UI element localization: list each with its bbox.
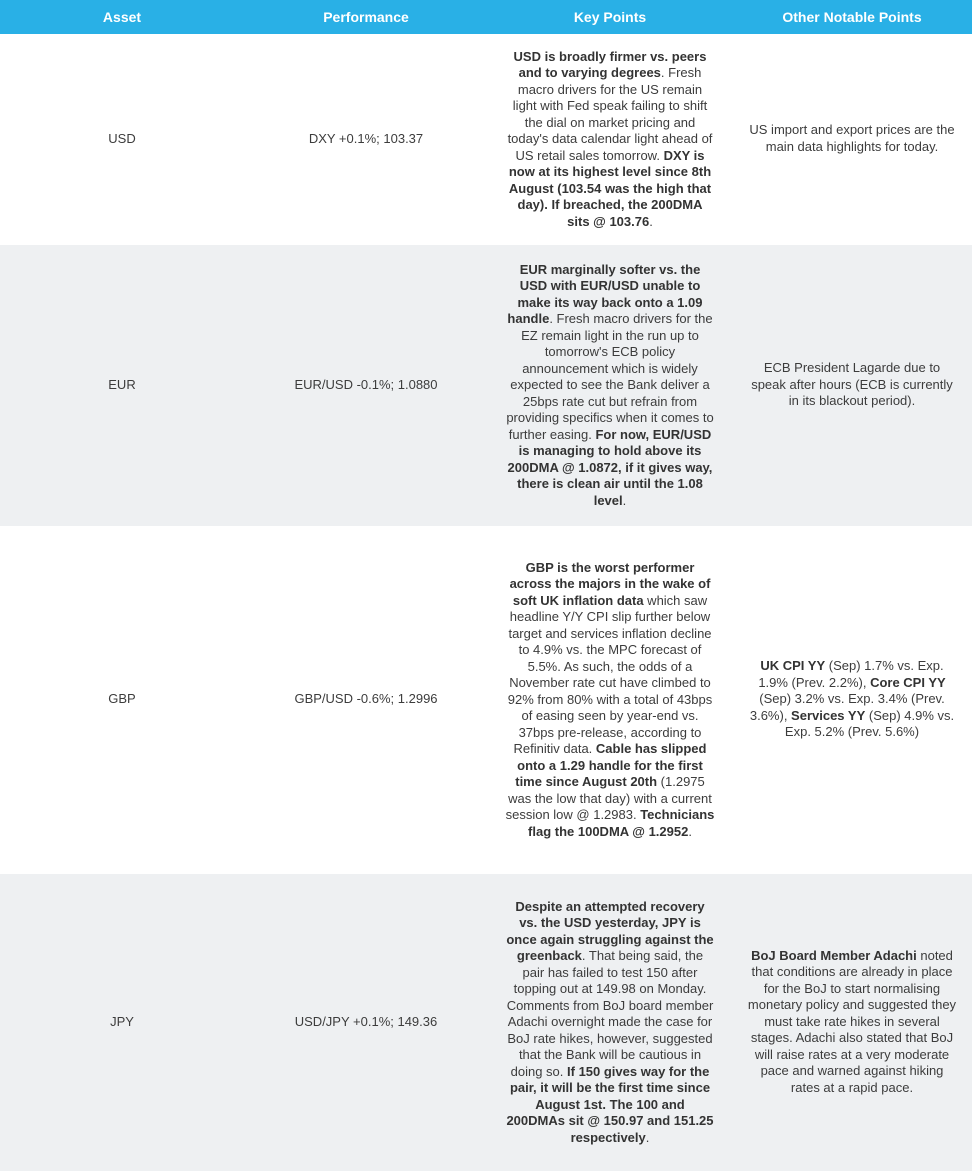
text-segment: (Sep) 3.2% vs. Exp. 3.4% (Prev. 3.6%), bbox=[749, 691, 945, 723]
bold-segment: Core CPI YY bbox=[870, 674, 946, 690]
bold-segment: Despite an attempted recovery vs. the USD yesterday, JPY is once again struggling against the greenback bbox=[506, 898, 714, 964]
table-row bbox=[0, 34, 972, 244]
performance-cell: EUR/USD -0.1%; 1.0880 bbox=[244, 244, 488, 526]
bold-segment: EUR marginally softer vs. the USD with EUR/USD unable to make its way back onto a 1.09 handle bbox=[507, 261, 703, 327]
bold-segment: UK CPI YY bbox=[760, 658, 826, 674]
bold-segment: USD is broadly firmer vs. peers and to varying degrees bbox=[513, 48, 707, 80]
header-performance: Performance bbox=[244, 0, 488, 34]
other-points-text bbox=[746, 360, 958, 410]
other-points-text bbox=[746, 122, 958, 155]
table-row bbox=[0, 244, 972, 526]
table-row bbox=[0, 526, 972, 873]
text-segment: US import and export prices are the main data highlights for today. bbox=[749, 122, 955, 154]
asset-cell: EUR bbox=[0, 244, 244, 526]
text-segment: (Sep) 4.9% vs. Exp. 5.2% (Prev. 5.6%) bbox=[784, 707, 955, 740]
text-segment: . bbox=[649, 213, 653, 229]
asset-cell: USD bbox=[0, 34, 244, 244]
bold-segment: GBP is the worst performer across the majors in the wake of soft UK inflation data bbox=[509, 559, 711, 608]
other-points-cell bbox=[732, 526, 972, 873]
other-points-text bbox=[746, 948, 958, 1097]
bold-segment: BoJ Board Member Adachi bbox=[751, 947, 917, 963]
key-points-text bbox=[505, 262, 715, 510]
bold-segment: DXY is now at its highest level since 8th August (103.54 was the high that day). If breached, the 200DMA sits @ 103.76 bbox=[508, 147, 712, 229]
bold-segment: If 150 gives way for the pair, it will be the first time since August 1st. The 100 and 200DMAs sit @ 150.97 and 151.25 respectively bbox=[506, 1063, 714, 1145]
text-segment: . Fresh macro drivers for the US remain light with Fed speak failing to shift the dial on market pricing and today's data calendar light ahead of US retail sales tomorrow. bbox=[507, 65, 713, 163]
other-points-text bbox=[746, 658, 958, 741]
other-points-cell bbox=[732, 34, 972, 244]
text-segment: (Sep) 1.7% vs. Exp. 1.9% (Prev. 2.2%), bbox=[758, 658, 944, 690]
bold-segment: Services YY bbox=[791, 707, 866, 723]
key-points-cell bbox=[488, 244, 732, 526]
asset-cell: JPY bbox=[0, 873, 244, 1171]
text-segment: . bbox=[688, 823, 692, 839]
text-segment: . Fresh macro drivers for the EZ remain light in the run up to tomorrow's ECB policy announcement which is widely expected to see the Bank deliver a 25bps rate cut but refrain from providing specifics when it comes to further easing. bbox=[506, 311, 714, 442]
bold-segment: Technicians flag the 100DMA @ 1.2952 bbox=[528, 807, 715, 839]
text-segment: (1.2975 was the low that day) with a current session low @ 1.2983. bbox=[505, 774, 712, 823]
performance-cell: USD/JPY +0.1%; 149.36 bbox=[244, 873, 488, 1171]
bold-segment: Cable has slipped onto a 1.29 handle for the first time since August 20th bbox=[515, 741, 707, 790]
bold-segment: For now, EUR/USD is managing to hold above its 200DMA @ 1.0872, if it gives way, there is clean air until the 1.08 level bbox=[507, 426, 713, 508]
key-points-cell bbox=[488, 873, 732, 1171]
performance-cell: GBP/USD -0.6%; 1.2996 bbox=[244, 526, 488, 873]
key-points-text bbox=[505, 560, 715, 841]
key-points-text bbox=[505, 49, 715, 231]
key-points-cell bbox=[488, 34, 732, 244]
header-key-points: Key Points bbox=[488, 0, 732, 34]
text-segment: . bbox=[645, 1129, 650, 1145]
header-other-notable-points: Other Notable Points bbox=[732, 0, 972, 34]
text-segment: noted that conditions are already in place for the BoJ to start normalising monetary policy and suggested they must take rate hikes in several stages. Adachi also stated that BoJ will raise rates at a very moderate pace and warned against hiking rates at a rapid pace. bbox=[747, 947, 957, 1095]
table-row bbox=[0, 873, 972, 1171]
text-segment: which saw headline Y/Y CPI slip further below target and services inflation decline to 4.9% vs. the MPC forecast of 5.5%. As such, the odds of a November rate cut have climbed to 92% from 80% with a total of 43bps of easing seen by year-end vs. 37bps pre-release, according to Refinitiv data. bbox=[507, 592, 713, 757]
key-points-text bbox=[505, 899, 715, 1147]
table-body bbox=[0, 34, 972, 1171]
text-segment: . That being said, the pair has failed to test 150 after topping out at 149.98 on Monday. Comments from BoJ board member Adachi overnight made the case for BoJ rate hikes, however, suggested that the Bank will be cautious in doing so. bbox=[506, 948, 714, 1079]
header-row bbox=[0, 0, 972, 34]
table-header bbox=[0, 0, 972, 34]
text-segment: ECB President Lagarde due to speak after hours (ECB is currently in its blackout period). bbox=[751, 360, 953, 409]
header-asset: Asset bbox=[0, 0, 244, 34]
other-points-cell bbox=[732, 244, 972, 526]
text-segment: . bbox=[622, 492, 627, 508]
asset-cell: GBP bbox=[0, 526, 244, 873]
key-points-cell bbox=[488, 526, 732, 873]
performance-cell: DXY +0.1%; 103.37 bbox=[244, 34, 488, 244]
other-points-cell bbox=[732, 873, 972, 1171]
